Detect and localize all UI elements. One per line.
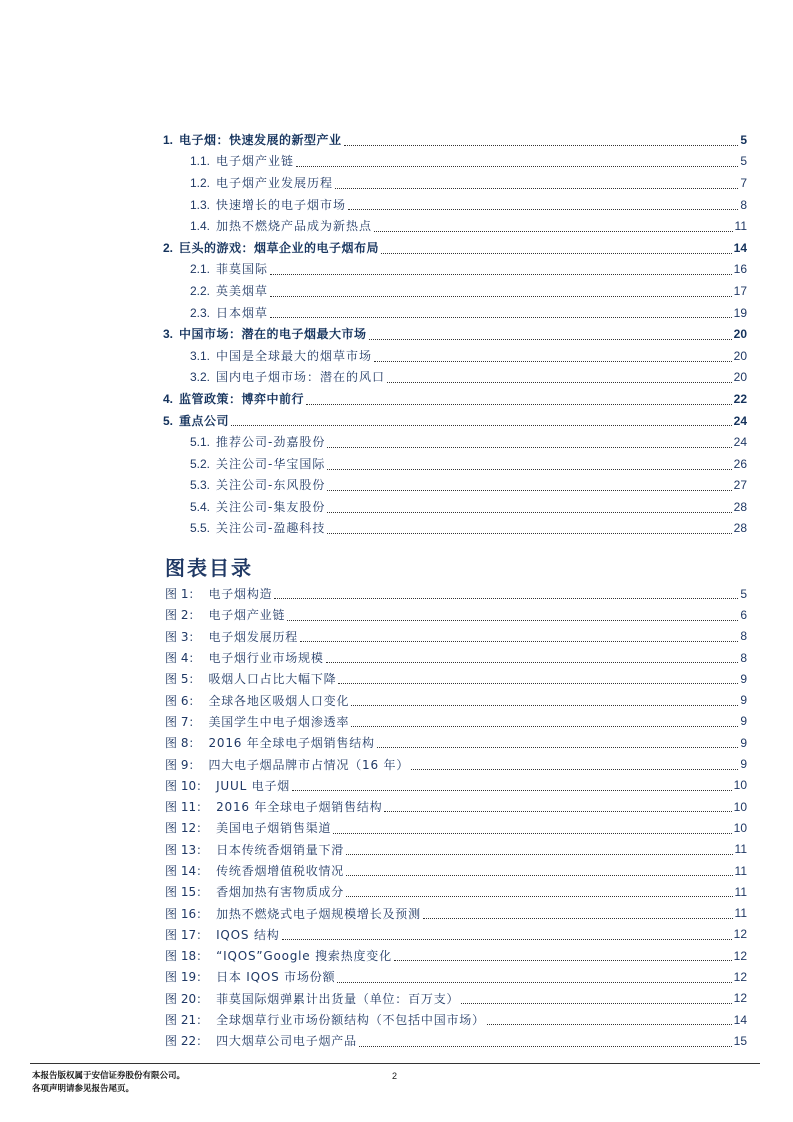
- figure-label: 图 10：: [165, 778, 209, 793]
- toc-page: 24: [733, 413, 747, 428]
- toc-leader: [348, 209, 738, 210]
- figure-entry[interactable]: [165, 668, 747, 689]
- figure-label: 图 6：: [165, 693, 201, 708]
- toc-number: 1.3.: [190, 197, 211, 212]
- figure-title: 日本 IQOS 市场份额: [216, 970, 336, 985]
- toc-title: 国内电子烟市场：潜在的风口: [216, 370, 386, 385]
- figure-leader: [346, 875, 732, 876]
- figure-leader: [337, 982, 731, 983]
- figure-leader: [300, 641, 738, 642]
- figure-title: 美国学生中电子烟渗透率: [208, 714, 350, 729]
- figure-leader: [282, 939, 732, 940]
- figure-label: 图 17：: [165, 927, 209, 942]
- toc-title: 关注公司-集友股份: [216, 499, 326, 514]
- toc-page: 24: [733, 435, 747, 450]
- figure-entry[interactable]: [165, 881, 747, 902]
- figure-title: 全球烟草行业市场份额结构（不包括中国市场）: [216, 1013, 485, 1028]
- toc-number: 2.3.: [190, 305, 211, 320]
- toc-section[interactable]: [163, 151, 747, 173]
- toc-leader: [327, 447, 731, 448]
- toc-title: 英美烟草: [216, 283, 269, 298]
- figure-title: IQOS 结构: [216, 927, 280, 942]
- toc-leader: [327, 512, 731, 513]
- figure-page: 8: [740, 629, 747, 644]
- figure-entry[interactable]: [165, 817, 747, 838]
- toc-leader: [374, 361, 732, 362]
- toc-number: 5.4.: [190, 499, 211, 514]
- toc-page: 8: [740, 197, 747, 212]
- figure-label: 图 12：: [165, 821, 209, 836]
- figure-leader: [287, 620, 738, 621]
- toc-leader: [387, 382, 732, 383]
- toc-chapter[interactable]: [163, 388, 747, 410]
- toc-title: 关注公司-东风股份: [216, 478, 326, 493]
- toc-section[interactable]: [163, 431, 747, 453]
- toc-leader: [335, 188, 738, 189]
- figure-label: 图 20：: [165, 991, 209, 1006]
- toc-number: 2.2.: [190, 283, 211, 298]
- figure-page: 11: [734, 884, 747, 899]
- figure-leader: [384, 811, 731, 812]
- footer-copyright: 本报告版权属于安信证券股份有限公司。: [32, 1071, 186, 1081]
- figure-title: 四大电子烟品牌市占情况（16 年）: [208, 757, 410, 772]
- figure-entry[interactable]: [165, 753, 747, 774]
- toc-title: 中国市场：潜在的电子烟最大市场: [179, 327, 367, 342]
- figure-entry[interactable]: [165, 583, 747, 604]
- toc-page: 22: [733, 391, 747, 406]
- figure-page: 9: [740, 693, 747, 708]
- figure-title: 2016 年全球电子烟销售结构: [216, 800, 383, 815]
- toc-number: 5.2.: [190, 456, 211, 471]
- figure-title: 吸烟人口占比大幅下降: [208, 672, 337, 687]
- figure-leader: [487, 1024, 732, 1025]
- toc-page: 20: [733, 370, 747, 385]
- toc-page: 17: [733, 283, 747, 298]
- toc-title: 巨头的游戏：烟草企业的电子烟布局: [179, 240, 380, 255]
- figure-label: 图 2：: [165, 608, 201, 623]
- toc-title: 中国是全球最大的烟草市场: [216, 348, 373, 363]
- toc-number: 3.: [163, 327, 174, 342]
- figure-page: 12: [733, 969, 747, 984]
- figure-entry[interactable]: [165, 626, 747, 647]
- figure-page: 11: [734, 906, 747, 921]
- figure-title: 加热不燃烧式电子烟规模增长及预测: [216, 906, 421, 921]
- toc-section[interactable]: [163, 172, 747, 194]
- figure-title: 香烟加热有害物质成分: [216, 885, 345, 900]
- toc-title: 电子烟产业发展历程: [216, 175, 334, 190]
- toc-page: 14: [733, 240, 747, 255]
- figure-entry[interactable]: [165, 647, 747, 668]
- figure-leader: [411, 769, 738, 770]
- figure-title: 电子烟行业市场规模: [208, 651, 324, 666]
- figure-leader: [377, 747, 739, 748]
- figure-title: 日本传统香烟销量下滑: [216, 842, 345, 857]
- figure-entry[interactable]: [165, 860, 747, 881]
- figure-label: 图 13：: [165, 842, 209, 857]
- toc-leader: [369, 339, 732, 340]
- figure-page: 5: [740, 586, 747, 601]
- toc-page: 7: [740, 175, 747, 190]
- figure-page: 9: [740, 735, 747, 750]
- figure-page: 9: [740, 757, 747, 772]
- footer-disclaimer: [32, 1070, 185, 1096]
- figure-leader: [338, 683, 738, 684]
- figure-label: 图 16：: [165, 906, 209, 921]
- toc-title: 快速增长的电子烟市场: [216, 197, 347, 212]
- toc-leader: [344, 145, 739, 146]
- toc-title: 加热不燃烧产品成为新热点: [216, 219, 373, 234]
- figure-entry[interactable]: [165, 711, 747, 732]
- toc-number: 3.1.: [190, 348, 211, 363]
- figure-leader: [351, 726, 738, 727]
- toc-number: 5.3.: [190, 478, 211, 493]
- figure-entry[interactable]: [165, 1009, 747, 1030]
- footer-notice: 各项声明请参见报告尾页。: [32, 1084, 135, 1094]
- toc-number: 4.: [163, 391, 174, 406]
- toc-number: 5.: [163, 413, 174, 428]
- figure-label: 图 21：: [165, 1013, 209, 1028]
- figure-page: 11: [734, 842, 747, 857]
- figure-entry[interactable]: [165, 945, 747, 966]
- toc-section[interactable]: [163, 453, 747, 475]
- toc-page: 19: [733, 305, 747, 320]
- figure-entry[interactable]: [165, 732, 747, 753]
- figure-entry[interactable]: [165, 1030, 747, 1051]
- figure-entry[interactable]: [165, 775, 747, 796]
- footer-divider: [30, 1063, 760, 1064]
- toc-page: 28: [733, 521, 747, 536]
- figure-page: 15: [733, 1033, 747, 1048]
- toc-title: 重点公司: [179, 413, 230, 428]
- toc-leader: [296, 166, 738, 167]
- toc-number: 1.1.: [190, 154, 211, 169]
- toc-leader: [306, 404, 732, 405]
- figure-page: 10: [733, 820, 747, 835]
- figure-page: 6: [740, 607, 747, 622]
- toc-leader: [231, 425, 732, 426]
- toc-title: 关注公司-盈趣科技: [216, 521, 326, 536]
- figure-leader: [461, 1003, 731, 1004]
- figure-entry[interactable]: [165, 689, 747, 710]
- figure-leader: [423, 918, 733, 919]
- figure-page: 12: [733, 948, 747, 963]
- toc-section[interactable]: [163, 302, 747, 324]
- figure-page: 11: [734, 863, 747, 878]
- toc-page: 16: [733, 262, 747, 277]
- page-number: 2: [392, 1071, 398, 1081]
- toc-leader: [327, 490, 731, 491]
- figure-label: 图 9：: [165, 757, 201, 772]
- figure-label: 图 1：: [165, 587, 201, 602]
- figure-list: [165, 583, 747, 1052]
- toc-leader: [381, 253, 732, 254]
- toc-number: 2.: [163, 240, 174, 255]
- toc-number: 3.2.: [190, 370, 211, 385]
- toc-chapter[interactable]: [163, 237, 747, 259]
- toc-chapter[interactable]: [163, 323, 747, 345]
- toc-title: 电子烟产业链: [216, 154, 295, 169]
- toc-title: 日本烟草: [216, 305, 269, 320]
- figure-leader: [346, 854, 732, 855]
- figure-leader: [326, 662, 739, 663]
- toc-section[interactable]: [163, 345, 747, 367]
- figure-title: 电子烟构造: [208, 587, 273, 602]
- figure-label: 图 22：: [165, 1034, 209, 1049]
- figure-entry[interactable]: [165, 988, 747, 1009]
- figure-page: 9: [740, 714, 747, 729]
- toc-section[interactable]: [163, 259, 747, 281]
- figure-label: 图 18：: [165, 949, 209, 964]
- toc-leader: [270, 317, 732, 318]
- figure-title: JUUL 电子烟: [216, 778, 291, 793]
- figure-leader: [359, 1046, 732, 1047]
- toc-title: 菲莫国际: [216, 262, 269, 277]
- toc-number: 1.2.: [190, 175, 211, 190]
- toc-page: 5: [740, 132, 747, 147]
- toc-leader: [374, 231, 733, 232]
- figure-entry[interactable]: [165, 604, 747, 625]
- figure-title: “IQOS”Google 搜索热度变化: [216, 949, 392, 964]
- toc-leader: [270, 274, 732, 275]
- figure-leader: [292, 790, 732, 791]
- figure-label: 图 8：: [165, 736, 201, 751]
- figure-title: 菲莫国际烟弹累计出货量（单位：百万支）: [216, 991, 460, 1006]
- toc-page: 5: [740, 154, 747, 169]
- toc-leader: [327, 469, 731, 470]
- toc-leader: [327, 533, 731, 534]
- toc-section[interactable]: [163, 367, 747, 389]
- figure-entry[interactable]: [165, 924, 747, 945]
- figure-label: 图 19：: [165, 970, 209, 985]
- toc-page: 26: [733, 456, 747, 471]
- toc-chapter[interactable]: [163, 129, 747, 151]
- figure-title: 电子烟发展历程: [208, 629, 299, 644]
- toc-section[interactable]: [163, 280, 747, 302]
- toc-page: 20: [733, 327, 747, 342]
- toc-number: 5.5.: [190, 521, 211, 536]
- figure-page: 14: [733, 1012, 747, 1027]
- toc-page: 27: [733, 478, 747, 493]
- figure-leader: [346, 896, 732, 897]
- toc-number: 1.: [163, 132, 174, 147]
- figure-page: 12: [733, 927, 747, 942]
- toc-title: 电子烟：快速发展的新型产业: [179, 132, 342, 147]
- toc-section[interactable]: [163, 518, 747, 540]
- figure-title: 全球各地区吸烟人口变化: [208, 693, 350, 708]
- figure-title: 传统香烟增值税收情况: [216, 864, 345, 878]
- toc-section[interactable]: [163, 475, 747, 497]
- figure-entry[interactable]: [165, 966, 747, 987]
- figure-leader: [333, 833, 731, 834]
- toc-page: 20: [733, 348, 747, 363]
- figure-label: 图 15：: [165, 885, 209, 900]
- figure-label: 图 5：: [165, 672, 201, 687]
- toc-section[interactable]: [163, 194, 747, 216]
- toc-page: 28: [733, 499, 747, 514]
- figure-title: 四大烟草公司电子烟产品: [216, 1034, 357, 1049]
- figure-entry[interactable]: [165, 839, 747, 860]
- toc-title: 监管政策：博弈中前行: [179, 391, 305, 406]
- figure-page: 8: [740, 650, 747, 665]
- toc-number: 2.1.: [190, 262, 211, 277]
- figure-title: 2016 年全球电子烟销售结构: [208, 736, 375, 751]
- figure-leader: [394, 960, 732, 961]
- figure-label: 图 7：: [165, 714, 201, 729]
- figure-label: 图 11：: [165, 800, 209, 815]
- figure-label: 图 14：: [165, 864, 209, 878]
- figure-page: 10: [733, 799, 747, 814]
- figure-label: 图 4：: [165, 651, 201, 666]
- figure-title: 电子烟产业链: [208, 608, 286, 623]
- figure-leader: [274, 598, 738, 599]
- figure-page: 9: [740, 671, 747, 686]
- figure-page: 12: [733, 991, 747, 1006]
- toc-page: 11: [734, 219, 747, 234]
- figures-heading: 图表目录: [165, 556, 253, 580]
- toc-title: 关注公司-华宝国际: [216, 456, 326, 471]
- toc-section[interactable]: [163, 215, 747, 237]
- figure-entry[interactable]: [165, 902, 747, 923]
- figure-entry[interactable]: [165, 796, 747, 817]
- toc-number: 1.4.: [190, 219, 211, 234]
- figure-title: 美国电子烟销售渠道: [216, 821, 332, 836]
- figure-page: 10: [733, 778, 747, 793]
- figure-leader: [351, 705, 738, 706]
- toc-title: 推荐公司-劲嘉股份: [216, 435, 326, 450]
- toc-chapter[interactable]: [163, 410, 747, 432]
- toc-leader: [270, 296, 732, 297]
- toc-section[interactable]: [163, 496, 747, 518]
- figure-label: 图 3：: [165, 629, 201, 644]
- toc-number: 5.1.: [190, 435, 211, 450]
- table-of-contents: [163, 129, 747, 539]
